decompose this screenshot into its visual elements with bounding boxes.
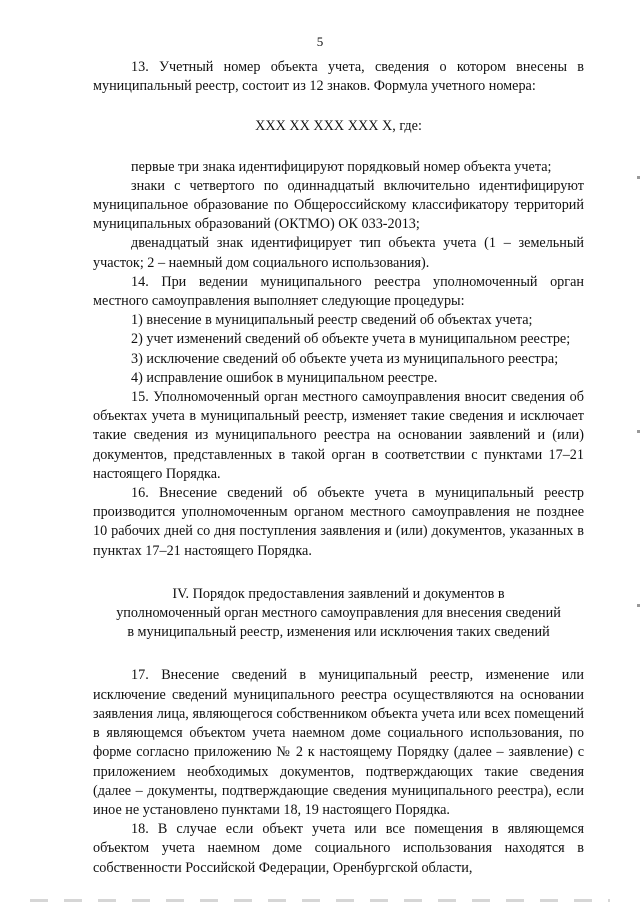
section-heading-line-1: IV. Порядок предоставления заявлений и документов в (172, 585, 505, 602)
paragraph-14-item-1: 1) внесение в муниципальный реестр сведений об объектах учета; (131, 312, 533, 329)
section-heading-line-2: уполномоченный орган местного самоуправления для внесения сведений (116, 605, 561, 622)
paragraph-18: 18. В случае если объект учета или все помещения в являющемся объектом учета наемном доме социального использования находятся в собственности Российской Федерации, Оренбургской области, (93, 821, 584, 876)
paragraph-14-item-3: 3) исключение сведений об объекте учета из муниципального реестра; (131, 350, 559, 367)
scan-bottom-artifact (30, 899, 610, 902)
section-heading-iv (93, 585, 584, 643)
paragraph-17: 17. Внесение сведений в муниципальный реестр, изменение или исключение сведений муниципального реестра осуществляются на основании заявления лица, являющегося собственником объекта учета или всех помещений в являющемся объектом учета наемном доме социального использования, по форме согласно приложению № 2 к настоящему Порядку (далее – заявление) с приложением необходимых документов, подтверждающих такие сведения (далее – документы, подтверждающие сведения муниципального реестра), если иное не установлено пунктами 18, 19 настоящего Порядка. (93, 667, 584, 818)
page-number: 5 (316, 34, 324, 49)
paragraph-signs-4-11: знаки с четвертого по одиннадцатый включительно идентифицируют муниципальное образование по Общероссийскому классификатору территорий муниципальных образований (ОКТМО) ОК 033-2013; (93, 177, 584, 233)
paragraph-13: 13. Учетный номер объекта учета, сведения о котором внесены в муниципальный реестр, состоит из 12 знаков. Формула учетного номера: (93, 59, 584, 95)
paragraph-first-three-signs: первые три знака идентифицируют порядковый номер объекта учета; (131, 158, 552, 175)
paragraph-14-item-2: 2) учет изменений сведений об объекте учета в муниципальном реестре; (131, 331, 571, 348)
paragraph-16: 16. Внесение сведений об объекте учета в муниципальный реестр производится уполномоченным органом местного самоуправления не позднее 10 рабочих дней со дня поступления заявления и (или) документов, указанных в пунктах 17–21 настоящего Порядка. (93, 485, 584, 559)
formula-line: XXX XX XXX XXX X, где: (255, 118, 422, 135)
section-heading-line-3: в муниципальный реестр, изменения или исключения таких сведений (127, 624, 550, 641)
paragraph-14: 14. При ведении муниципального реестра уполномоченный орган местного самоуправления выполняет следующие процедуры: (93, 273, 584, 310)
document-body (93, 58, 584, 878)
paragraph-sign-12: двенадцатый знак идентифицирует тип объекта учета (1 – земельный участок; 2 – наемный дом социального использования). (93, 235, 584, 271)
paragraph-14-item-4: 4) исправление ошибок в муниципальном реестре. (131, 369, 438, 386)
paragraph-15: 15. Уполномоченный орган местного самоуправления вносит сведения об объектах учета в муниципальный реестр, изменяет такие сведения и исключает такие сведения из муниципального реестра на основании заявлений и (или) документов, представленных в такой орган в соответствии с пунктами 17–21 настоящего Порядка. (93, 389, 584, 482)
